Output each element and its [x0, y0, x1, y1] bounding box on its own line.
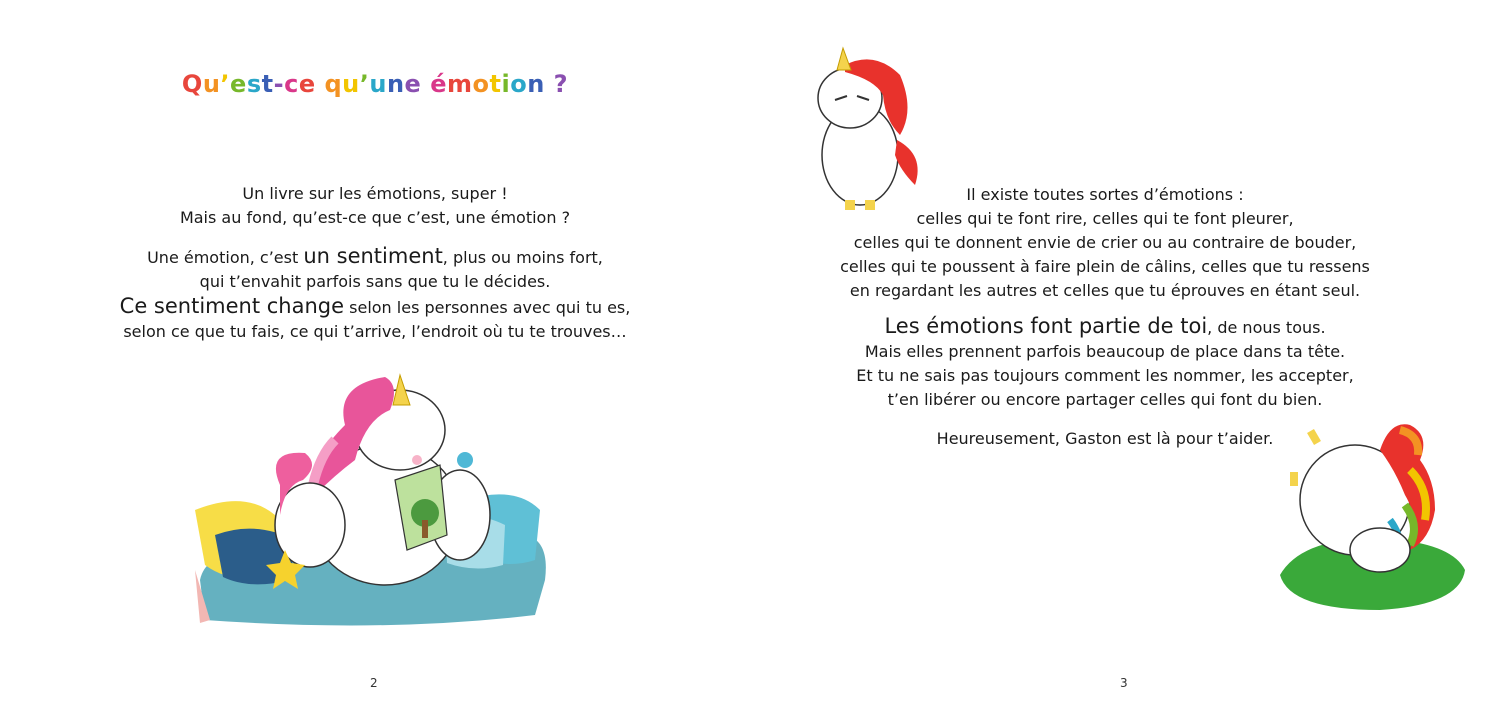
title-letter — [316, 70, 325, 98]
title-letter: o — [472, 70, 490, 98]
text-line: Mais au fond, qu’est-ce que c’est, une émotion ? — [179, 208, 571, 227]
text-span: , de nous tous. — [1207, 318, 1326, 337]
title-letter: ’ — [359, 70, 370, 98]
text-line: selon ce que tu fais, ce qui t’arrive, l’endroit où tu te trouves… — [123, 322, 627, 341]
title-letter: c — [284, 70, 299, 98]
title-letter: e — [230, 70, 247, 98]
text-line: celles qui te poussent à faire plein de câlins, celles que tu ressens — [840, 257, 1370, 276]
title-letter: q — [324, 70, 343, 98]
page-number: 2 — [370, 676, 378, 690]
title-letter: i — [501, 70, 511, 98]
page-title — [0, 70, 750, 98]
title-letter: ? — [553, 70, 569, 98]
title-letter: e — [298, 70, 316, 98]
title-letter: é — [430, 70, 447, 98]
title-letter: ’ — [220, 70, 231, 98]
emotions-types-paragraph — [750, 183, 1420, 303]
text-span: , plus ou moins fort, — [442, 248, 603, 267]
text-line: Il existe toutes sortes d’émotions : — [966, 185, 1244, 204]
text-line — [0, 294, 750, 320]
right-page — [750, 0, 1500, 707]
emphasis-text: Ce sentiment change — [119, 294, 345, 318]
emotions-part-paragraph — [750, 314, 1420, 412]
title-letter: m — [446, 70, 473, 98]
text-line: celles qui te donnent envie de crier ou au contraire de bouder, — [853, 233, 1357, 252]
title-letter — [421, 70, 430, 98]
text-line — [790, 314, 1420, 340]
text-line: Mais elles prennent parfois beaucoup de place dans ta tête. — [864, 342, 1346, 361]
text-span: selon les personnes avec qui tu es, — [344, 298, 631, 317]
title-letter: e — [404, 70, 422, 98]
title-letter: - — [273, 70, 285, 98]
title-letter: n — [386, 70, 405, 98]
title-letter: u — [369, 70, 387, 98]
page-number: 3 — [1120, 676, 1128, 690]
intro-paragraph — [0, 182, 750, 230]
title-letter: u — [202, 70, 221, 98]
text-line: t’en libérer ou encore partager celles qui font du bien. — [887, 390, 1323, 409]
title-letter: t — [261, 70, 274, 98]
title-letter: u — [342, 70, 360, 98]
title-letter — [545, 70, 554, 98]
title-letter: t — [489, 70, 502, 98]
text-line: Et tu ne sais pas toujours comment les nommer, les accepter, — [856, 366, 1354, 385]
text-line: Un livre sur les émotions, super ! — [242, 184, 508, 203]
emphasis-text: Les émotions font partie de toi — [884, 314, 1208, 338]
definition-paragraph — [0, 244, 750, 344]
text-line: qui t’envahit parfois sans que tu le décides. — [199, 272, 551, 291]
emphasis-text: un sentiment — [303, 244, 443, 268]
rainbow-unicorn-illustration — [1270, 410, 1470, 620]
text-line — [0, 244, 750, 270]
text-line: Heureusement, Gaston est là pour t’aider. — [936, 429, 1274, 448]
text-line: celles qui te font rire, celles qui te font pleurer, — [916, 209, 1294, 228]
unicorn-family-reading-illustration — [185, 365, 565, 645]
text-span: Une émotion, c’est — [147, 248, 304, 267]
text-line: en regardant les autres et celles que tu éprouves en étant seul. — [849, 281, 1361, 300]
title-letter: o — [510, 70, 528, 98]
title-letter: s — [246, 70, 262, 98]
title-letter: n — [527, 70, 545, 98]
title-letter: Q — [181, 70, 203, 98]
